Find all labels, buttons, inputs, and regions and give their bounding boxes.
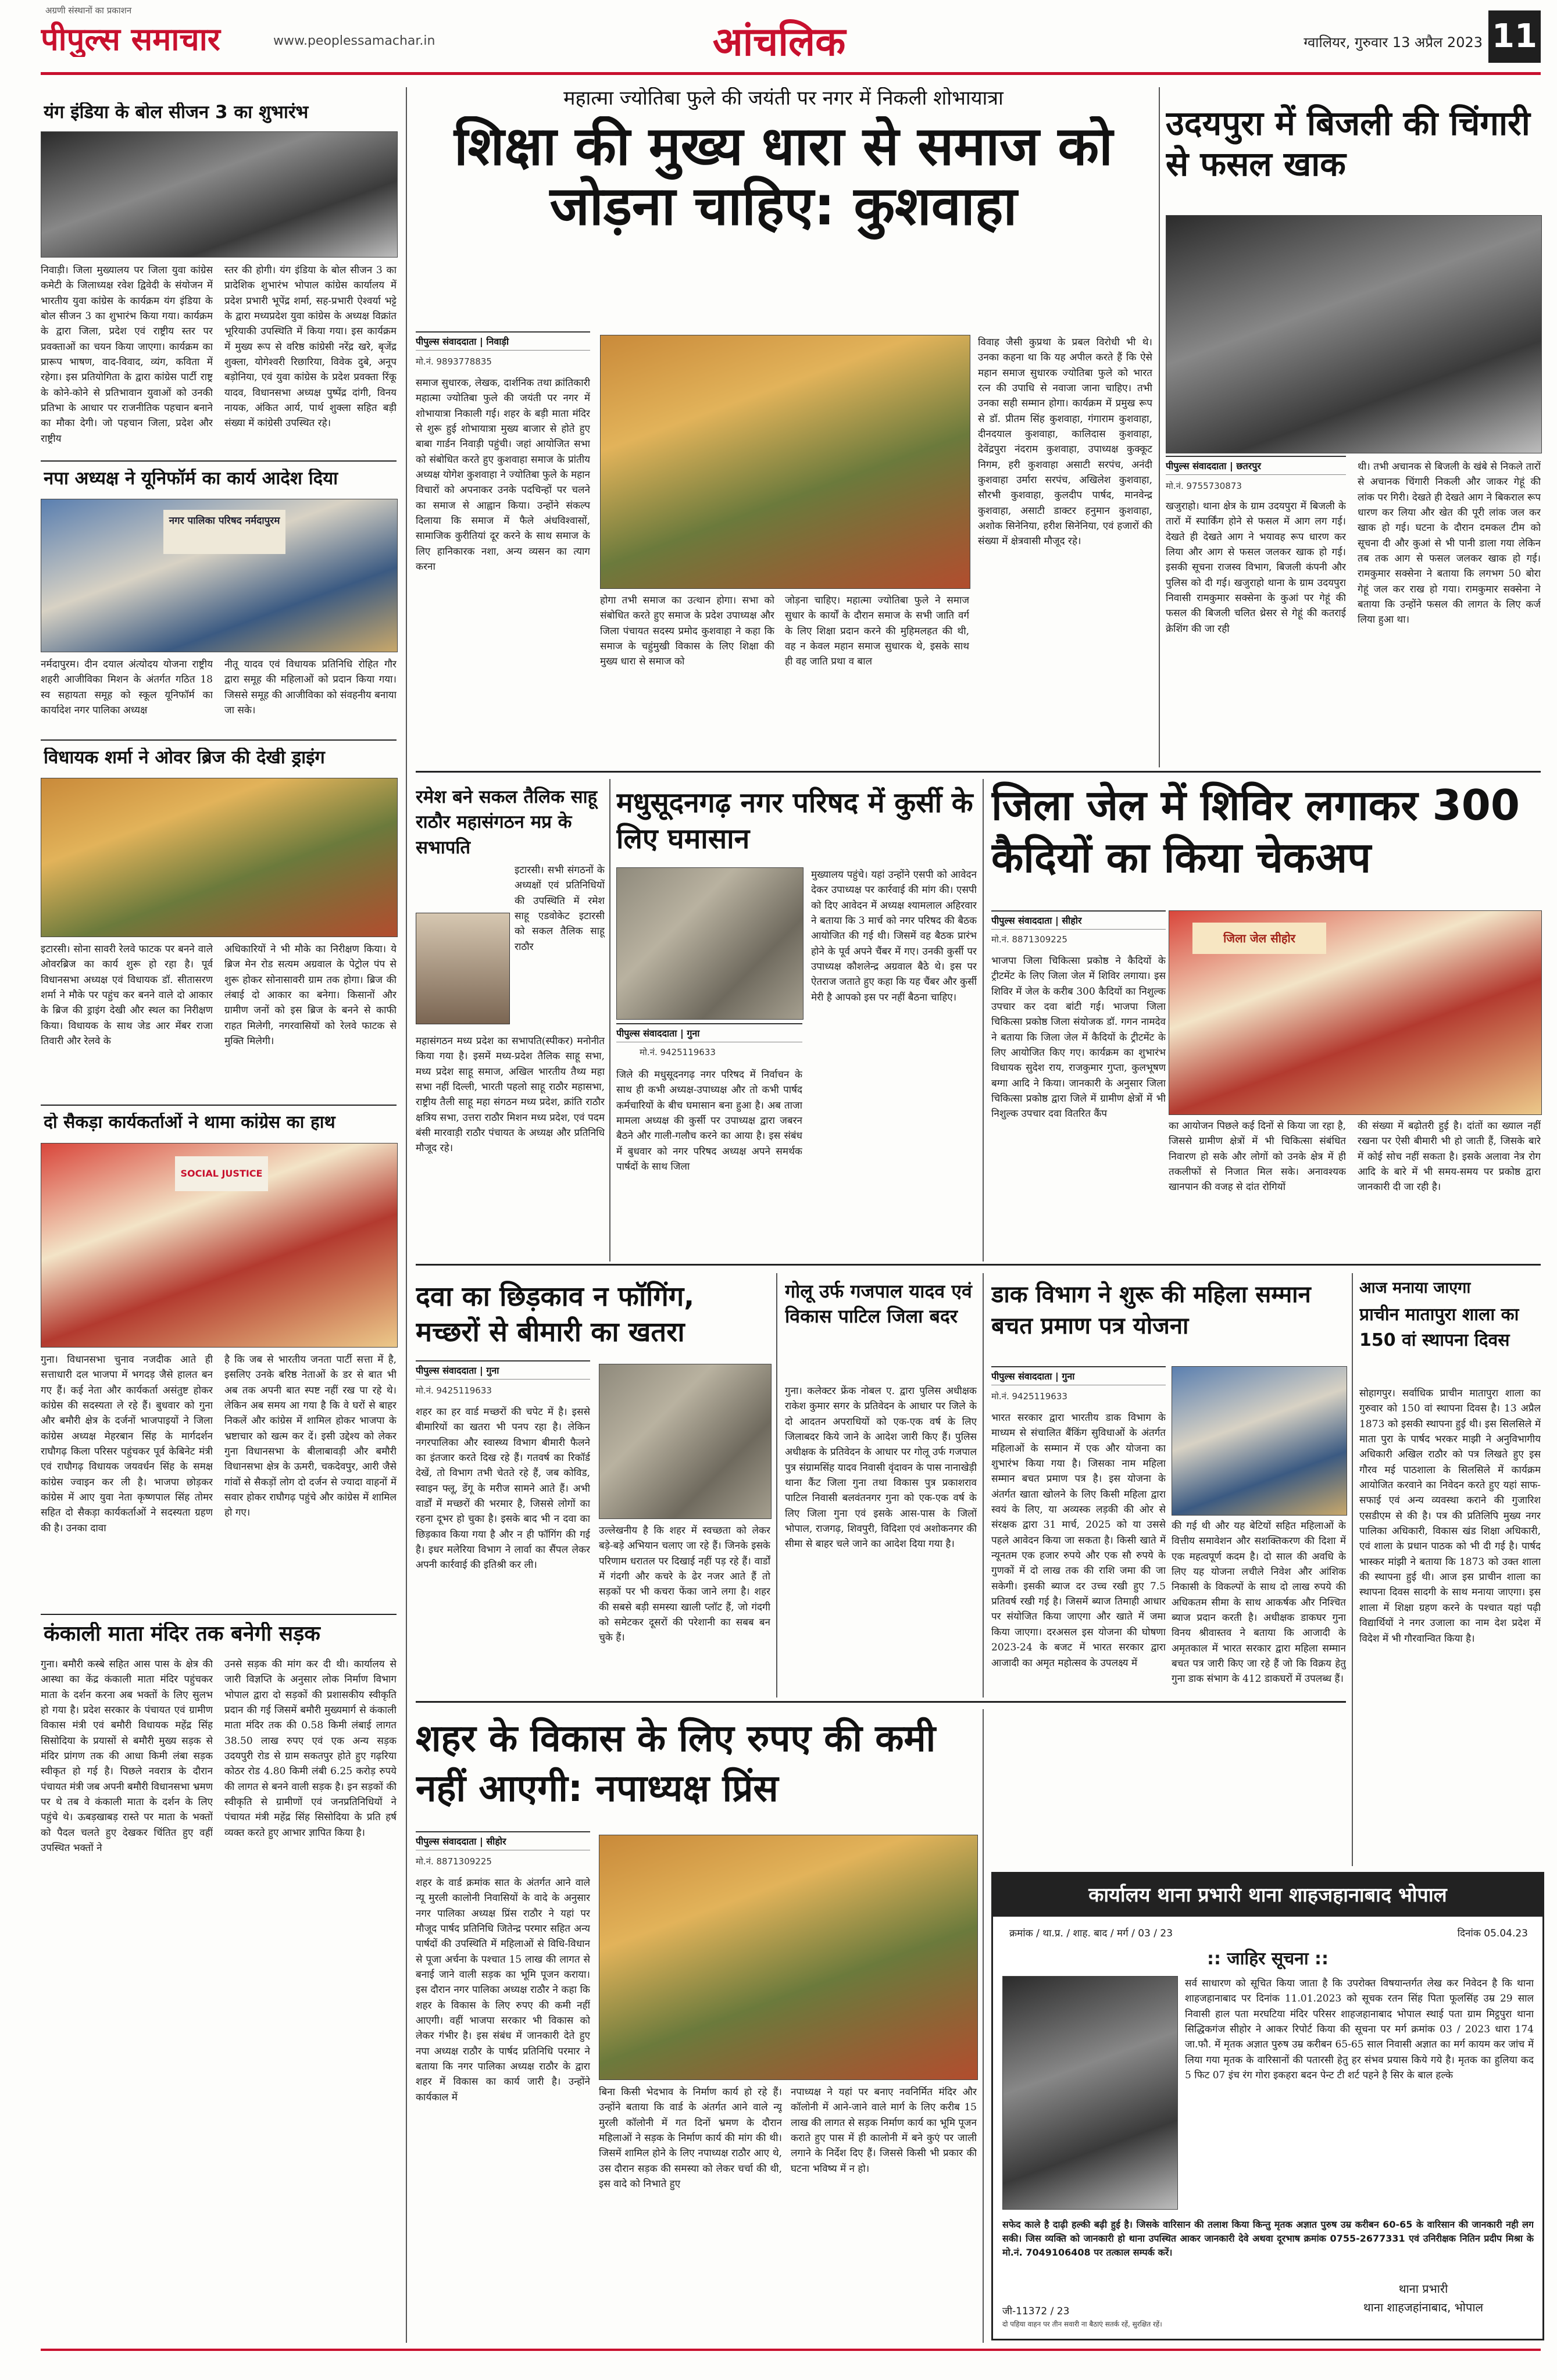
mobile-number: 8871309225 bbox=[1012, 934, 1067, 945]
uniform-text-col2: नीतू यादव एवं विधायक प्रतिनिधि रोहित गौर द्वारा समूह की महिलाओं को प्रदान किया गया। जिससे समूह की आजीविका को संवहनीय बनाया जा सके। bbox=[224, 659, 397, 717]
youth-text-col1: निवाड़ी। जिला मुख्यालय पर जिला युवा कांग्रेस कमेटी के जिलाध्यक्ष रवेश द्विवेदी के संयोजन में भारतीय युवा कांग्रेस के कार्यक्रम यंग इंडिया के बोल सीजन 3 का शुभारंभ किया गया। कार्यक्रम के द्वारा जिला, प्रदेश एवं राष्ट्रीय स्तर पर प्रवक्ताओं का चयन किया जाएगा। कार्यक्रम का प्रारूप भाषण, वाद-विवाद, व्यंग, कविता में रहेगा। इस प्रतियोगिता के द्वारा कांग्रेस पार्टी राष्ट्र के कोने-कोने से प्रतिभावान युवाओं को उनकी प्रतिभा के आधार पर राजनीतिक पहचान बनाने का मौका देगी। जो पहचान जिला, प्रदेश और राष्ट्रीय bbox=[41, 265, 213, 445]
spray-mobile bbox=[416, 1385, 492, 1396]
reporter-name: पीपुल्स संवाददाता bbox=[991, 1371, 1052, 1382]
spray-byline: पीपुल्स संवाददाता | गुना bbox=[416, 1360, 590, 1380]
reporter-name: पीपुल्स संवाददाता bbox=[416, 1365, 477, 1376]
page-number: 11 bbox=[1488, 10, 1541, 63]
masthead-rule bbox=[41, 72, 1541, 75]
bridge-text-col2: अधिकारियों ने भी मौके का निरीक्षण किया। ये ब्रिज मेन रोड सत्यम अग्रवाल के पेट्रोल पंप से शुरू होकर सोनासावरी ग्राम तक होगा। ब्रिज की लंबाई दो आकार का बनेगा। किसानों और ग्रामीण जनों को इस ब्रिज के बनने से काफी राहत मिलेगी, नगरवासियों को रेलवे फाटक से मुक्ति मिलेगी। bbox=[224, 944, 397, 1048]
madhusudan-text-col1: जिले की मधुसूदनगढ़ नगर परिषद में निर्वाचन के साथ ही कभी अध्यक्ष-उपाध्यक्ष और तो कभी पार्षद कर्मचारियों के बीच घमासान बना हुआ है। अब ताजा मामला अध्यक्ष की कुर्सी पर उपाध्यक्ष द्वारा जबरन बैठने और गाली-गलौच करने का आया है। इस संबंध में बुधवार को नगर परिषद अध्यक्ष अपने समर्थक पार्षदों के साथ जिला bbox=[616, 1069, 802, 1173]
lead-byline: पीपुल्स संवाददाता | निवाड़ी bbox=[416, 331, 590, 351]
notice-date: दिनांक 05.04.23 bbox=[1457, 1928, 1528, 1939]
jail-photo-sign: जिला जेल सीहोर bbox=[1192, 923, 1326, 954]
mobile-label: मो.नं. bbox=[991, 934, 1009, 945]
prince-text-col3: नपाध्यक्ष ने यहां पर बनाए नवनिर्मित मंदिर और कॉलोनी में आने-जाने वाले मार्ग के लिए करीब 15 लाख की लागत से सड़क निर्माण कार्य का भूमि पूजन कराते हुए पास में ही कालोनी में बने कुएं पर जाली लगाने के निर्देश दिए हैं। जिससे किसी भी प्रकार की घटना भविष्य में न हो। bbox=[791, 2086, 977, 2175]
notice-sign-place: थाना शाहजहांनाबाद, भोपाल bbox=[1363, 2300, 1484, 2314]
kankali-text-col2: उनसे सड़क की मांग कर दी थी। कार्यालय से जारी विज्ञप्ति के अनुसार लोक निर्माण विभाग भोपाल द्वारा दो सड़कों की प्रशासकीय स्वीकृति प्रदान की गई जिसमें बमौरी मुख्यमार्ग से कंकाली माता मंदिर तक की 0.58 किमी लंबाई लागत 38.50 लाख रुपए एवं एक अन्य सड़क उदयपुरी रोड से ग्राम सकतपुर होते हुए गढ़रिया कोठर रोड 4.80 किमी लंबी 6.25 करोड़ रुपये की लागत से बनने वाली सड़क है। इन सड़कों की स्वीकृति से ग्रामीणों एवं जनप्रतिनिधियों ने पंचायत मंत्री महेंद्र सिंह सिसोदिया के प्रति हर्ष व्यक्त करते हुए आभार ज्ञापित किया है। bbox=[224, 1659, 397, 1839]
byline-place: छतरपुर bbox=[1236, 460, 1261, 471]
byline-place: गुना bbox=[687, 1028, 700, 1039]
post-photo bbox=[1172, 1366, 1347, 1516]
tailik-text-b: महासंगठन मध्य प्रदेश का सभापति(स्पीकर) मनोनीत किया गया है। इसमें मध्य-प्रदेश तैलिक साहू सभा, मध्य प्रदेश साहू समाज, अखिल भारतीय तैथ्य महा सभा नहीं दिल्ली, भारती पहलो साहू राठौर महासभा, राष्ट्रीय तैली साहू महा संगठन मध्य प्रदेश, क्रांति राठौर क्षत्रिय सभा, उत्तरा राठौर मिशन मध्य प्रदेश, एवं पदम बंसी मारवाड़ी राठौर पंचायत के अध्यक्ष और प्रतिनिधि मौजूद रहे। bbox=[416, 1035, 605, 1155]
reporter-name: पीपुल्स संवाददाता bbox=[416, 336, 477, 347]
police-notice bbox=[991, 1872, 1544, 2340]
section-title: आंचलिक bbox=[712, 19, 846, 65]
lead-kicker: महात्मा ज्योतिबा फुले की जयंती पर नगर में निकली शोभायात्रा bbox=[563, 87, 1004, 110]
notice-office-bar: कार्यालय थाना प्रभारी थाना शाहजहानाबाद भोपाल bbox=[993, 1874, 1542, 1917]
reporter-name: पीपुल्स संवाददाता bbox=[991, 915, 1052, 926]
lead-mobile bbox=[416, 356, 492, 367]
divider bbox=[416, 1264, 1541, 1266]
school-headline: प्राचीन मातापुरा शाला का 150 वां स्थापना दिवस bbox=[1359, 1305, 1519, 1350]
reporter-name: पीपुल्स संवाददाता bbox=[1166, 460, 1227, 471]
madhusudan-mobile bbox=[640, 1046, 716, 1058]
divider bbox=[41, 460, 397, 462]
byline-place: गुना bbox=[486, 1365, 499, 1376]
reporter-name: पीपुल्स संवाददाता bbox=[616, 1028, 677, 1039]
column-divider bbox=[983, 1273, 984, 1698]
notice-sign-role: थाना प्रभारी bbox=[1398, 2282, 1448, 2296]
spray-photo bbox=[599, 1364, 772, 1519]
masthead bbox=[0, 0, 1557, 76]
jail-text-col2: का आयोजन पिछले कई दिनों से किया जा रहा है, जिससे ग्रामीण क्षेत्रों में भी चिकित्सा संबंधित निवारण हो सके और लोगों को उनके क्षेत्र में ही तकलीफों से निजात मिल सके। अनावश्यक खानपान की वजह से दांत रोगियों bbox=[1169, 1120, 1346, 1193]
column-divider bbox=[609, 779, 610, 1262]
spray-text-col2: उल्लेखनीय है कि शहर में स्वच्छता को लेकर बड़े-बड़े अभियान चलाए जा रहे हैं। जिनके इसके परिणाम धरातल पर दिखाई नहीं पड़ रहे हैं। वार्डों में गंदगी और कचरे के ढेर नजर आते हैं तो सड़कों पर भी कचरा फेंका जाने लगा है। शहर की सबसे बड़ी समस्या खाली प्लॉट हैं, जो गंदगी को समेटकर दूसरों की परेशानी का सबब बन चुके हैं। bbox=[599, 1525, 770, 1644]
masthead-tagline: अग्रणी संस्थानों का प्रकाशन bbox=[45, 5, 132, 16]
madhusudan-text-col2: मुख्यालय पहुंचे। यहां उन्होंने एसपी को आवेदन देकर उपाध्यक्ष पर कार्रवाई की मांग की। एसपी को दिए आवेदन में अध्यक्ष श्यामलाल अहिरवार ने बताया कि 3 मार्च को नगर परिषद की बैठक आयोजित की गई थी। जिसमें वह बैठक प्रारंभ होने के पूर्व अपने चैंबर में गए। उनकी कुर्सी पर उपाध्यक्ष कौशलेन्द्र अग्रवाल बैठे थे। इस पर ऐतराज जताते हुए कहा कि यह चैंबर और कुर्सी मेरी है आपको इस पर नहीं बैठना चाहिए। bbox=[811, 869, 977, 1003]
byline-place: सीहोर bbox=[486, 1836, 506, 1847]
fire-text-col1: खजुराहो। थाना क्षेत्र के ग्राम उदयपुरा में बिजली के तारों में स्पार्किंग होने से फसल में आग लग गई। देखते ही देखते आग ने भयावह रूप धारण कर लिया और आग से फसल जलकर खाक हो गई। इसकी सूचना राजस्व विभाग, बिजली कंपनी और पुलिस को दी गई। खजुराहो थाना के ग्राम उदयपुरा निवासी रामकुमार सक्सेना के कुआं पर गेहूं की फसल की बिजली चलित थ्रेसर से गेहूं की कतराई क्रेशिंग की जा रही bbox=[1166, 501, 1346, 635]
lead-headline: शिक्षा की मुख्य धारा से समाज को जोड़ना चाहिए: कुशवाहा bbox=[454, 116, 1113, 238]
mobile-number: 8871309225 bbox=[436, 1856, 492, 1867]
jail-headline: जिला जेल में शिविर लगाकर 300 कैदियों का किया चेकअप bbox=[991, 781, 1520, 882]
mobile-number: 9425119633 bbox=[436, 1385, 492, 1396]
mobile-label: मो.नं. bbox=[416, 1856, 434, 1867]
uniform-photo bbox=[41, 499, 398, 652]
congress-photo bbox=[41, 1143, 398, 1348]
post-byline: पीपुल्स संवाददाता | गुना bbox=[991, 1366, 1166, 1385]
jail-photo bbox=[1169, 910, 1542, 1115]
jail-text-col3: की संख्या में बढ़ोतरी हुई है। दांतों का ख्याल नहीं रखना पर ऐसी बीमारी भी हो जाती हैं, जिसके बारे में कोई सोच नहीं सकता है। इसके अलावा नेत्र रोग आदि के बारे में भी समय-समय पर प्रकोष्ठ द्वारा जानकारी दी जा रही है। bbox=[1358, 1120, 1541, 1193]
prince-text-col2: बिना किसी भेदभाव के निर्माण कार्य हो रहे हैं। उन्होंने बताया कि वार्ड के अंतर्गत आने वाले न्यू मुरली कॉलोनी में गत दिनों भ्रमण के दौरान महिलाओं ने सड़क के निर्माण कार्य की मांग की थी। जिसमें शामिल होने के लिए नपाध्यक्ष राठौर आए थे, उस दौरान सड़क की समस्या को लेकर चर्चा की थी, इस वादे को निभाते हुए bbox=[599, 2086, 782, 2190]
madhusudan-byline: पीपुल्स संवाददाता | गुना bbox=[616, 1023, 802, 1042]
madhusudan-photo bbox=[616, 867, 804, 1020]
uniform-photo-sign: नगर पालिका परिषद नर्मदापुरम bbox=[163, 510, 285, 554]
fire-headline: उदयपुरा में बिजली की चिंगारी से फसल खाक bbox=[1166, 103, 1530, 184]
mobile-label: मो.नं. bbox=[416, 1385, 434, 1396]
youth-text-col2: स्तर की होगी। यंग इंडिया के बोल सीजन 3 का प्रादेशिक शुभारंभ भोपाल कांग्रेस कार्यालय में प्रदेश प्रभारी भूपेंद्र शर्मा, सह-प्रभारी ऐश्वर्या भट्टे के द्वारा मध्यप्रदेश युवा कांग्रेस के अध्यक्ष विक्रांत भूरियाकी उपस्थिति में किया गया। इस कार्यक्रम में मुख्य रूप से वरिष्ठ कांग्रेसी नरेंद्र खरे, बृजेंद्र शुक्ला, योगेश्वरी रिछारिया, विवेक दुबे, अनूप बड़ोनिया, एवं युवा कांग्रेस के प्रदेश प्रवक्ता रिंकू यादव, विधानसभा अध्यक्ष पुष्पेंद्र दांगी, विनय नायक, अंकित आर्य, पार्थ शुक्ला सहित बड़ी संख्या में कांग्रेसी उपस्थित रहे। bbox=[224, 265, 397, 430]
byline-place: निवाड़ी bbox=[486, 336, 509, 347]
congress-photo-banner: SOCIAL JUSTICE bbox=[175, 1156, 268, 1191]
congress-text-col2: है कि जब से भारतीय जनता पार्टी सत्ता में है, इसलिए उनके बरिष्ठ नेताओं के डर से बात भी अब तक अपनी बात स्पष्ट नहीं रख पा रहे थे। लेकिन अब समय आ गया है कि वे घरों से बाहर निकलें और कांग्रेस में शामिल होकर भाजपा के भ्रष्टाचार को खत्म कर दें। इसी उद्देश्य को लेकर गुना विधानसभा के बीलाबावड़ी और बमौरी विधानसभा क्षेत्र के ऊमरी, चकदेवपुर, आरी जैसे गांवों से सैकड़ों लोग दो दर्जन से ज्यादा वाहनों में सवार होकर राघौगढ़ पहुंचे और कांग्रेस में शामिल हो गए। bbox=[224, 1354, 397, 1519]
column-divider bbox=[776, 1273, 777, 1698]
madhusudan-headline: मधुसूदनगढ़ नगर परिषद में कुर्सी के लिए घमासान bbox=[616, 787, 973, 856]
divider bbox=[416, 771, 1541, 773]
notice-safety-warning: दो पहिया वाहन पर तीन सवारी ना बैठाएं सतर्क रहें, सुरक्षित रहें। bbox=[1002, 2320, 1162, 2328]
lead-text-col1: समाज सुधारक, लेखक, दार्शनिक तथा क्रांतिकारी महात्मा ज्योतिबा फुले की जयंती पर नगर में शोभायात्रा निकाली गई। शहर के बड़ी माता मंदिर से शुरू हुई शोभायात्रा मुख्य बाजार से होते हुए बाबा गार्डन निवाड़ी पहुंची। जहां आयोजित सभा को संबोधित करते हुए कुशवाहा समाज के प्रांतीय अध्यक्ष योगेश कुशवाहा ने ज्योतिबा फुले के महान विचारों को अपनाकर उनके पदचिन्हों पर चलने का समाज से आह्वान किया। उन्होंने संकल्प दिलाया कि समाज में फैले अंधविश्वासों, सामाजिक कुरीतियां दूर करने के साथ समाज के लिए हानिकारक नशा, अन्य व्यसन का त्याग करना bbox=[416, 377, 590, 573]
golu-text-col1: गुना। कलेक्टर फ्रेंक नोबल ए. द्वारा पुलिस अधीक्षक राकेश कुमार सगर के प्रतिवेदन के आधार पर जिले के दो आदतन अपराधियों को एक-एक वर्ष के लिए जिलाबदर किये जाने के आदेश जारी किए हैं। पुलिस अधीक्षक के प्रतिवेदन के आधार पर गोलू उर्फ गजपाल पुत्र संग्रामसिंह यादव निवासी वृंदावन के पास नानाखेड़ी थाना कैंट जिला गुना तथा विकास पुत्र प्रकाशराव पाटिल निवासी बलवंतनगर गुना को एक-एक वर्ष के लिए जिला गुना एवं इसके आस-पास के जिलों भोपाल, राजगढ़, शिवपुरी, विदिशा एवं अशोकनगर की सीमा से बाहर चले जाने का आदेश दिया गया है। bbox=[785, 1385, 977, 1550]
lead-photo bbox=[600, 335, 970, 589]
mobile-number: 9893778835 bbox=[436, 356, 492, 367]
fire-byline: पीपुल्स संवाददाता | छतरपुर bbox=[1166, 456, 1346, 475]
prince-photo bbox=[599, 1835, 978, 2080]
tailik-portrait bbox=[416, 913, 510, 1024]
notice-code: जी-11372 / 23 bbox=[1002, 2306, 1070, 2317]
prince-byline: पीपुल्स संवाददाता | सीहोर bbox=[416, 1831, 590, 1850]
dateline: ग्वालियर, गुरुवार 13 अप्रैल 2023 bbox=[1304, 34, 1483, 51]
fire-text-col2: थी। तभी अचानक से बिजली के खंबे से निकले तारों से अचानक चिंगारी निकली और जाकर गेहूं की लांक पर गिरी। देखते ही देखते आग ने बिकराल रूप धारण कर लिया और खेत की पूरी लांक जल कर खाक हो गई। घटना के दौरान दमकल टीम को सूचना दी और कुआं से भी पानी डाला गया लेकिन तब तक आग से फसल जलकर खाक हो गई। रामकुमार सक्सेना ने बताया कि लगभग 50 बोरा गेहूं जल कर राख हो गया। रामकुमार सक्सेना ने बताया कि उन्होंने फसल की लागत के लिए कर्ज लिया हुआ था। bbox=[1358, 461, 1541, 626]
bridge-headline: विधायक शर्मा ने ओवर ब्रिज की देखी ड्राइंग bbox=[44, 748, 325, 768]
congress-headline: दो सैकड़ा कार्यकर्ताओं ने थामा कांग्रेस का हाथ bbox=[44, 1113, 335, 1132]
footer-rule bbox=[41, 2349, 1541, 2351]
paper-logo: पीपुल्स समाचार bbox=[41, 21, 220, 57]
mobile-label: मो.नं. bbox=[640, 1047, 658, 1057]
divider bbox=[41, 1105, 397, 1106]
column-divider bbox=[983, 779, 984, 1262]
fire-mobile bbox=[1166, 480, 1242, 492]
column-divider bbox=[983, 1709, 984, 2343]
jail-mobile bbox=[991, 934, 1067, 945]
post-text-col1: भारत सरकार द्वारा भारतीय डाक विभाग के माध्यम से संचालित बैंकिंग सुविधाओं के अंतर्गत महिलाओं के सम्मान में एक और योजना का शुभारंभ किया गया है। जिसका नाम महिला सम्मान बचत प्रमाण पत्र है। इस योजना के अंतर्गत खाता खोलने के लिए किसी महिला द्वारा स्वयं के लिए, या अव्यस्क लड़की की ओर से संरक्षक द्वारा 31 मार्च, 2025 को या उससे पहले आवेदन किया जा सकता है। किसी खाते में न्यूनतम एक हजार रुपये और एक सौ रुपये के गुणकों में दो लाख तक की राशि जमा की जा सकेगी। इसकी ब्याज दर उच्च रखी हुए 7.5 प्रतिवर्ष रखी गई है। जिसमें ब्याज तिमाही आधार पर संयोजित किया जाएगा और खाते में जमा किया जाएगा। दरअसल इस योजना की घोषणा 2023-24 के बजट में भारत सरकार द्वारा आजादी का अमृत महोत्सव के उपलक्ष्य में bbox=[991, 1412, 1166, 1669]
divider bbox=[41, 739, 397, 741]
prince-text-col1: शहर के वार्ड क्रमांक सात के अंतर्गत आने वाले न्यू मुरली कालोनी निवासियों के वादे के अनुसार नगर पालिका अध्यक्ष प्रिंस राठौर ने यहां पर मौजूद पार्षद प्रतिनिधि जितेन्द्र परमार सहित अन्य पार्षदों की उपस्थिति में महिलाओं से विधि-विधान से पूजा अर्चना के पश्चात 15 लाख की लागत से बनाई जाने वाली सड़क का भूमि पूजन कराया। इस दौरान नगर पालिका अध्यक्ष राठौर ने कहा कि शहर के विकास के लिए रुपए की कमी नहीं आएगी। वहीं भाजपा सरकार भी विकास को लेकर गंभीर है। इस संबंध में जानकारी देते हुए नपा अध्यक्ष राठौर के पार्षद प्रतिनिधि परमार ने बताया कि नगर पालिका अध्यक्ष राठौर के द्वारा शहर में विकास का कार्य जारी है। उन्होंने कार्यकाल में bbox=[416, 1877, 590, 2103]
lead-text-col2: होगा तभी समाज का उत्थान होगा। सभा को संबोधित करते हुए समाज के प्रदेश उपाध्यक्ष और जिला पंचायत सदस्य प्रमोद कुशवाहा ने कहा कि समाज के चहुंमुखी विकास के लिए शिक्षा की मुख्य धारा से समाज को bbox=[600, 595, 774, 668]
notice-ref: क्रमांक / था.प्र. / शाह. बाद / मर्ग / 03 / 23 bbox=[1009, 1928, 1173, 1939]
divider bbox=[41, 1614, 397, 1615]
column-divider bbox=[1352, 1273, 1353, 1866]
notice-deceased-photo bbox=[1002, 1976, 1178, 2210]
bridge-text-col1: इटारसी। सोना सावरी रेलवे फाटक पर बनने वाले ओवरब्रिज का कार्य शुरू हो रहा है। पूर्व विधानसभा अध्यक्ष एवं विधायक डॉ. सीतासरण शर्मा ने मौके पर पहुंच कर बनने वाले दो आकार के ब्रिज की ड्राइंग देखी और स्थल का निरीक्षण किया। विधायक के साथ जेड आर मेंबर राजा तिवारी और रेलवे के bbox=[41, 944, 213, 1048]
youth-headline: यंग इंडिया के बोल सीजन 3 का शुभारंभ bbox=[44, 102, 309, 123]
notice-footer: सफेद काले है दाढ़ी हल्की बढ़ी हुई है। जिसके वारिसान की तलाश किया किन्तु मृतक अज्ञात पुरुष उम्र करीबन 60-65 के वारिसान की जानकारी नही लग सकी। जिस व्यक्ति को जानकारी हो थाना उपस्थित आकर जानकारी देवे अथवा दूरभाष क्रमांक 0755-2677331 एवं उनिरीक्षक नितिन प्रदीप मिश्रा के मो.नं. 7049106408 पर तत्काल सम्पर्क करें। bbox=[1002, 2219, 1534, 2258]
tailik-text-a: इटारसी। सभी संगठनों के अध्यक्षों एवं प्रतिनिधियों की उपस्थिति में रमेश साहू एडवोकेट इटारसी को सकल तैलिक साहू राठौर bbox=[515, 864, 605, 953]
post-headline: डाक विभाग ने शुरू की महिला सम्मान बचत प्रमाण पत्र योजना bbox=[991, 1281, 1311, 1339]
jail-byline: पीपुल्स संवाददाता | सीहोर bbox=[991, 910, 1166, 930]
school-text-col1: सोहागपुर। सर्वाधिक प्राचीन मातापुरा शाला का गुरुवार को 150 वां स्थापना दिवस है। 13 अप्रैल 1873 को इसकी स्थापना हुई थी। इस सिलसिले में माता पुरा के पार्षद भरकर माझी ने अनुविभागीय अधिकारी अखिल राठौर को पत्र लिखते हुए इस गौरव मई पाठशाला के सिलसिले में कार्यक्रम आयोजित करवाने का निवेदन करते हुए यहां साफ-सफाई एवं अन्य व्यवस्था कराने की गुजारिश एसडीएम से की है। पत्र की प्रतिलिपि मुख्य नगर पालिका अधिकारी, विकास खंड शिक्षा अधिकारी, एवं शाला के प्रधान पाठक को भी दी गई है। पार्षद भास्कर मांझी ने बताया कि 1873 को उक्त शाला की स्थापना हुई थी। आज इस प्राचीन शाला का स्थापना दिवस सादगी के साथ मनाया जाएगा। इस शाला में शिक्षा ग्रहण करने के पश्चात यहां पढ़ी विद्यार्थियों ने नगर उजाला का नाम देश प्रदेश में विदेश में भी गौरवान्वित किया है। bbox=[1359, 1388, 1541, 1645]
notice-body: सर्व साधारण को सूचित किया जाता है कि उपरोक्त विषयान्तर्गत लेख कर निवेदन है कि थाना शाहजहानाबाद पर दिनांक 11.01.2023 को सूचक रतन सिंह पिता फूलसिंह उम्र 29 साल निवासी हाल पता मरघटिया मंदिर परिसर शाहजहानाबाद भोपाल स्थाई पता ग्राम मिट्ठपुरा थाना सिद्धिकगंज सीहोर ने आकर रिपोर्ट किया की सूचना पर मर्ग क्रमांक 03 / 2023 धारा 174 जा.फौ. में मृतक अज्ञात पुरुष उम्र करीबन 65-65 साल निवासी अज्ञात का मर्ग कायम कर जांच में लिया गया मृतक के वारिसानों की पतारसी हेतु हर संभव प्रयास किये गये है। मृतक का हुलिया कद 5 फिट 07 इंच रंग गोरा इकहरा बदन पेन्ट टी शर्ट पहने है सिर के बाल हल्के bbox=[1185, 1978, 1534, 2082]
kankali-headline: कंकाली माता मंदिर तक बनेगी सड़क bbox=[44, 1622, 320, 1646]
mobile-number: 9425119633 bbox=[1012, 1391, 1067, 1402]
mobile-number: 9755730873 bbox=[1186, 481, 1242, 491]
youth-photo bbox=[41, 131, 398, 258]
column-divider bbox=[1159, 87, 1160, 767]
mobile-number: 9425119633 bbox=[660, 1047, 716, 1057]
post-text-col2: की गई थी और यह बेटियों सहित महिलाओं के वित्तीय समावेशन और सशक्तिकरण की दिशा में एक महत्वपूर्ण कदम है। दो साल की अवधि के लिए यह योजना लचीले निवेश और आंशिक निकासी के विकल्पों के साथ दो लाख रुपये की अधिकतम सीमा के साथ आकर्षक और निश्चित ब्याज प्रदान करती है। अधीक्षक डाकघर गुना विनय श्रीवास्तव ने बताया कि आजादी के अमृतकाल में भारत सरकार द्वारा महिला सम्मान बचत पत्र जारी किए जा रहे हैं जो कि विक्रय हेतु गुना डाक संभाग के 412 डाकघरों में उपलब्ध हैं। bbox=[1172, 1520, 1346, 1685]
byline-place: गुना bbox=[1062, 1371, 1075, 1382]
kankali-text-col1: गुना। बमौरी कस्बे सहित आस पास के क्षेत्र की आस्था का केंद्र कंकाली माता मंदिर पहुंचकर माता के दर्शन करना अब भक्तों के लिए सुलभ हो गया है। प्रदेश सरकार के पंचायत एवं ग्रामीण विकास मंत्री एवं बमौरी विधायक महेंद्र सिंह सिसोदिया के प्रयासों से बमौरी मुख्य सड़क से मंदिर प्रांगण तक की आधा किमी लंबा सड़क स्वीकृत हो गई है। पिछले नवरात्र के दौरान पंचायत मंत्री जब अपनी बमौरी विधानसभा भ्रमण पर थे तब वे कंकाली माता के दर्शन के लिए पहुंचे थे। ऊबड़खाबड़ रास्ते पर माता के भक्तों को पैदल चलते हुए देखकर चिंतित हुए वहीं उपस्थित भक्तों ने bbox=[41, 1659, 213, 1854]
uniform-text-col1: नर्मदापुरम। दीन दयाल अंत्योदय योजना राष्ट्रीय शहरी आजीविका मिशन के अंतर्गत गठित 18 स्व सहायता समूह को स्कूल यूनिफॉर्म का कार्यादेश नगर पालिका अध्यक्ष bbox=[41, 659, 213, 717]
spray-headline: दवा का छिड़काव न फॉगिंग, मच्छरों से बीमारी का खतरा bbox=[416, 1281, 695, 1349]
prince-headline: शहर के विकास के लिए रुपए की कमी नहीं आएगी: नपाध्यक्ष प्रिंस bbox=[416, 1717, 936, 1811]
spray-text-col1: शहर का हर वार्ड मच्छरों की चपेट में है। इससे बीमारियों का खतरा भी पनप रहा है। लेकिन नगरपालिका और स्वास्थ्य विभाग बीमारी फैलने का इंतजार करते दिख रहे हैं। गतवर्ष का रिकॉर्ड देखें, तो विभाग तभी चेतते रहे हैं, जब कोविड, स्वाइन फ्लू, डेंगू के मरीज सामने आते हैं। अभी वार्डों में मच्छरों की भरमार है, जिससे लोगों का रहना दूभर हो चुका है। इसके बाद भी न दवा का छिड़काव किया गया है और न ही फॉगिंग की गई है। इधर मलेरिया विभाग ने लार्वा का सैंपल लेकर अपनी कार्रवाई की इतिश्री कर ली। bbox=[416, 1406, 590, 1571]
mobile-label: मो.नं. bbox=[1166, 481, 1184, 491]
jail-text-col1: भाजपा जिला चिकित्सा प्रकोष्ठ ने कैदियों के ट्रीटमेंट के लिए जिला जेल में शिविर लगाया। इस शिविर में जेल के करीब 300 कैदियों का निशुल्क उपचार कर दवा बांटी गई। भाजपा जिला चिकित्सा प्रकोष्ठ जिला संयोजक डॉ. गगन नामदेव ने बताया कि जिला जेल में कैदियों के ट्रीटमेंट के लिए आयोजित किए गए। कार्यक्रम का शुभारंभ विधायक सुदेश राय, राजकुमार गुप्ता, कुलभूषण बग्गा आदि ने किया। जानकारी के अनुसार जिला चिकित्सा प्रकोष्ठ द्वारा जिले में ग्रामीण क्षेत्रों में भी निशुल्क उपचार दवा वितरित कैंप bbox=[991, 955, 1166, 1120]
byline-place: सीहोर bbox=[1062, 915, 1082, 926]
column-divider bbox=[406, 87, 407, 2343]
website-url[interactable]: www.peoplessamachar.in bbox=[273, 34, 435, 48]
congress-text-col1: गुना। विधानसभा चुनाव नजदीक आते ही सत्ताधारी दल भाजपा में भगदड़ जैसे हालत बन गए हैं। कई नेता और कार्यकर्ता असंतुष्ट होकर कांग्रेस की सदस्यता ले रहे हैं। बुधवार को गुना और बमौरी क्षेत्र के दर्जनों भाजपाइयों ने जिला कांग्रेस अध्यक्ष मेहरबान सिंह के मार्गदर्शन राघौगढ़ किला परिसर पहुंचकर पूर्व केबिनेट मंत्री एवं राघौगढ़ विधायक जयवर्धन सिंह के समक्ष कांग्रेस ज्वाइन कर ली है। भाजपा छोड़कर कांग्रेस में आए युवा नेता कृष्णपाल सिंह तोमर सहित दो सैकड़ा कार्यकर्ताओं ने सदस्यता ग्रहण की है। उनका दावा bbox=[41, 1354, 213, 1534]
divider bbox=[416, 1701, 1346, 1703]
uniform-headline: नपा अध्यक्ष ने यूनिफॉर्म का कार्य आदेश दिया bbox=[44, 469, 338, 489]
mobile-label: मो.नं. bbox=[991, 1391, 1009, 1402]
lead-text-col3: जोड़ना चाहिए। महात्मा ज्योतिबा फुले ने समाज सुधार के कार्यों के दौरान समाज के सभी जाति वर्ग के लिए शिक्षा प्रदान करने की मुहिमलहत की थी, वह न केवल महान समाज सुधारक थे, इसके साथ ही वह जाति प्रथा व बाल bbox=[785, 595, 969, 668]
mobile-label: मो.नं. bbox=[416, 356, 434, 367]
fire-photo bbox=[1166, 215, 1542, 453]
golu-headline: गोलू उर्फ गजपाल यादव एवं विकास पाटिल जिला बदर bbox=[785, 1280, 972, 1328]
school-kicker: आज मनाया जाएगा bbox=[1359, 1279, 1471, 1297]
bridge-photo bbox=[41, 778, 398, 937]
notice-title: :: जाहिर सूचना :: bbox=[1206, 1949, 1329, 1969]
reporter-name: पीपुल्स संवाददाता bbox=[416, 1836, 477, 1847]
lead-text-col4: विवाह जैसी कुप्रथा के प्रबल विरोधी भी थे। उनका कहना था कि यह अपील करते हैं कि ऐसे महान समाज सुधारक ज्योतिबा फुले को भारत रत्न की उपाधि से नवाजा जाना चाहिए। तभी उनका सही सम्मान होगा। कार्यक्रम में प्रमुख रूप से डॉ. प्रीतम सिंह कुशवाहा, गंगाराम कुशवाहा, दीनदयाल कुशवाहा, कालिदास कुशवाहा, देवेंद्रपुरा नंदराम कुशवाहा, उपाध्यक्ष कुक्कूट निगम, हरी कुशवाहा असाटी सरपंच, अनंदी कुशवाहा उर्मारा सरपंच, अखिलेश कुशवाहा, सौरभी कुशवाहा, कुलदीप पार्षद, मानवेन्द्र कुशवाहा, असाटी डाक्टर हनुमान कुशवाहा, अशोक सिनेनिया, हरीश सिनेनिया, एवं हजारों की संख्या में क्षेत्रवासी मौजूद रहे। bbox=[978, 337, 1152, 548]
post-mobile bbox=[991, 1391, 1067, 1402]
prince-mobile bbox=[416, 1856, 492, 1867]
tailik-headline: रमेश बने सकल तैलिक साहू राठौर महासंगठन मप्र के सभापति bbox=[416, 787, 598, 858]
